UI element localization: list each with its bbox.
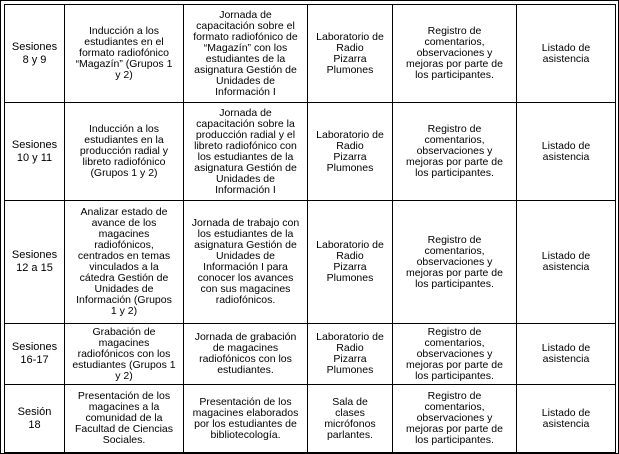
evaluation-cell: Registro de comentarios, observaciones y mejoras por parte de los participantes. bbox=[393, 201, 517, 324]
evaluation-cell: Registro de comentarios, observaciones y mejoras por parte de los participantes. bbox=[393, 5, 517, 103]
resources-cell: Laboratorio de Radio Pizarra Plumones bbox=[308, 5, 393, 103]
instrument-cell: Listado de asistencia bbox=[517, 201, 616, 324]
activity-cell: Jornada de trabajo con los estudiantes de la asignatura Gestión de Unidades de Información I para conocer los avances con sus magacines radiofónicos. bbox=[184, 201, 308, 324]
evaluation-cell: Registro de comentarios, observaciones y mejoras por parte de los participantes. bbox=[393, 385, 517, 453]
session-cell: Sesiones 8 y 9 bbox=[5, 5, 65, 103]
table-row bbox=[5, 5, 616, 103]
resources-cell: Sala de clases micrófonos parlantes. bbox=[308, 385, 393, 453]
resources-cell: Laboratorio de Radio Pizarra Plumones bbox=[308, 103, 393, 201]
objective-cell: Presentación de los magacines a la comunidad de la Facultad de Ciencias Sociales. bbox=[65, 385, 184, 453]
instrument-cell: Listado de asistencia bbox=[517, 5, 616, 103]
session-cell: Sesión 18 bbox=[5, 385, 65, 453]
session-cell: Sesiones 12 a 15 bbox=[5, 201, 65, 324]
objective-cell: Inducción a los estudiantes en la producción radial y libreto radiofónico (Grupos 1 y 2) bbox=[65, 103, 184, 201]
activity-cell: Jornada de capacitación sobre el formato radiofónico de “Magazín” con los estudiantes de la asignatura Gestión de Unidades de Información I bbox=[184, 5, 308, 103]
session-cell: Sesiones 10 y 11 bbox=[5, 103, 65, 201]
evaluation-cell: Registro de comentarios, observaciones y mejoras por parte de los participantes. bbox=[393, 103, 517, 201]
session-plan-table bbox=[4, 4, 616, 453]
table-row bbox=[5, 385, 616, 453]
table-row bbox=[5, 201, 616, 324]
objective-cell: Inducción a los estudiantes en el formato radiofónico “Magazín” (Grupos 1 y 2) bbox=[65, 5, 184, 103]
evaluation-cell: Registro de comentarios, observaciones y mejoras por parte de los participantes. bbox=[393, 324, 517, 385]
instrument-cell: Listado de asistencia bbox=[517, 385, 616, 453]
instrument-cell: Listado de asistencia bbox=[517, 103, 616, 201]
activity-cell: Presentación de los magacines elaborados por los estudiantes de bibliotecología. bbox=[184, 385, 308, 453]
instrument-cell: Listado de asistencia bbox=[517, 324, 616, 385]
activity-cell: Jornada de grabación de magacines radiofónicos con los estudiantes. bbox=[184, 324, 308, 385]
resources-cell: Laboratorio de Radio Pizarra Plumones bbox=[308, 324, 393, 385]
objective-cell: Grabación de magacines radiofónicos con los estudiantes (Grupos 1 y 2) bbox=[65, 324, 184, 385]
activity-cell: Jornada de capacitación sobre la producción radial y el libreto radiofónico con los estudiantes de la asignatura Gestión de Unidades de Información I bbox=[184, 103, 308, 201]
session-cell: Sesiones 16-17 bbox=[5, 324, 65, 385]
resources-cell: Laboratorio de Radio Pizarra Plumones bbox=[308, 201, 393, 324]
table-row bbox=[5, 103, 616, 201]
objective-cell: Analizar estado de avance de los magacines radiofónicos, centrados en temas vinculados a la cátedra Gestión de Unidades de Información (Grupos 1 y 2) bbox=[65, 201, 184, 324]
table-row bbox=[5, 324, 616, 385]
